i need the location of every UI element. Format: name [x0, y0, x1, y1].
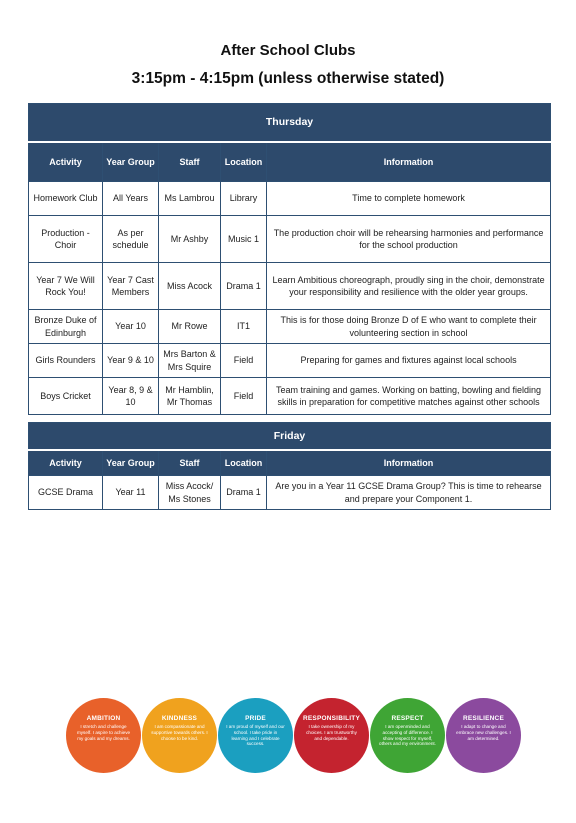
- staff-cell: Mrs Barton & Mrs Squire: [159, 344, 221, 378]
- year-cell: Year 8, 9 & 10: [103, 378, 159, 415]
- location-cell: Field: [221, 378, 267, 415]
- column-header: Activity: [29, 142, 103, 182]
- value-text: I am proud of myself and our school. I take pride in learning and I celebrate success.: [226, 724, 285, 747]
- friday-table: [28, 422, 551, 510]
- column-header: Year Group: [103, 450, 159, 476]
- value-text: I adapt to change and embrace new challenges. I am determined.: [456, 724, 511, 741]
- column-header: Activity: [29, 450, 103, 476]
- table-row: [29, 216, 551, 263]
- activity-cell: Homework Club: [29, 182, 103, 216]
- location-cell: Drama 1: [221, 263, 267, 310]
- location-cell: Drama 1: [221, 476, 267, 510]
- column-header: Year Group: [103, 142, 159, 182]
- value-text: I am openminded and accepting of difference. I show respect for myself, others and my environment.: [379, 724, 436, 747]
- year-cell: All Years: [103, 182, 159, 216]
- value-pride: [218, 698, 293, 773]
- day-heading: Friday: [29, 423, 551, 451]
- day-heading: Thursday: [29, 104, 551, 143]
- activity-cell: Bronze Duke of Edinburgh: [29, 310, 103, 344]
- year-cell: Year 7 Cast Members: [103, 263, 159, 310]
- school-values: [66, 698, 520, 778]
- value-ambition: [66, 698, 141, 773]
- activity-cell: Girls Rounders: [29, 344, 103, 378]
- info-cell: Preparing for games and fixtures against local schools: [267, 344, 551, 378]
- column-header: Staff: [159, 142, 221, 182]
- table-row: [29, 476, 551, 510]
- value-text: I stretch and challenge myself. I aspire to achieve my goals and my dreams.: [76, 724, 131, 741]
- location-cell: Music 1: [221, 216, 267, 263]
- staff-cell: Miss Acock: [159, 263, 221, 310]
- location-cell: IT1: [221, 310, 267, 344]
- staff-cell: Mr Ashby: [159, 216, 221, 263]
- year-cell: As per schedule: [103, 216, 159, 263]
- activity-cell: Year 7 We Will Rock You!: [29, 263, 103, 310]
- value-kindness: [142, 698, 217, 773]
- value-title: KINDNESS: [161, 715, 198, 722]
- location-cell: Library: [221, 182, 267, 216]
- activity-cell: Boys Cricket: [29, 378, 103, 415]
- info-cell: Team training and games. Working on batting, bowling and fielding skills in preparation for competitive matches against other schools: [267, 378, 551, 415]
- thursday-table: [28, 103, 551, 415]
- column-header: Staff: [159, 450, 221, 476]
- activity-cell: Production - Choir: [29, 216, 103, 263]
- table-row: [29, 310, 551, 344]
- table-row: [29, 182, 551, 216]
- staff-cell: Mr Rowe: [159, 310, 221, 344]
- year-cell: Year 10: [103, 310, 159, 344]
- info-cell: The production choir will be rehearsing harmonies and performance for the school production: [267, 216, 551, 263]
- table-row: [29, 263, 551, 310]
- column-header: Location: [221, 142, 267, 182]
- info-cell: This is for those doing Bronze D of E who want to complete their volunteering section in school: [267, 310, 551, 344]
- page-subtitle: 3:15pm - 4:15pm (unless otherwise stated): [131, 70, 445, 87]
- value-resilience: [446, 698, 521, 773]
- column-header: Location: [221, 450, 267, 476]
- staff-cell: Miss Acock/ Ms Stones: [159, 476, 221, 510]
- value-responsibility: [294, 698, 369, 773]
- info-cell: Are you in a Year 11 GCSE Drama Group? This is time to rehearse and prepare your Component 1.: [267, 476, 551, 510]
- value-respect: [370, 698, 445, 773]
- info-cell: Time to complete homework: [267, 182, 551, 216]
- page-title: After School Clubs: [220, 42, 356, 59]
- value-text: I take ownership of my choices. I am trustworthy and dependable.: [306, 724, 357, 741]
- column-header: Information: [267, 142, 551, 182]
- location-cell: Field: [221, 344, 267, 378]
- year-cell: Year 11: [103, 476, 159, 510]
- value-title: PRIDE: [245, 715, 266, 722]
- table-row: [29, 378, 551, 415]
- table-row: [29, 344, 551, 378]
- staff-cell: Ms Lambrou: [159, 182, 221, 216]
- value-title: RESPONSIBILITY: [303, 715, 360, 722]
- info-cell: Learn Ambitious choreograph, proudly sing in the choir, demonstrate your responsibility and resilience with the older year groups.: [267, 263, 551, 310]
- value-title: RESILIENCE: [462, 715, 504, 722]
- value-text: I am compassionate and supportive towards others. I choose to be kind.: [151, 724, 208, 741]
- value-title: AMBITION: [86, 715, 121, 722]
- column-header: Information: [267, 450, 551, 476]
- activity-cell: GCSE Drama: [29, 476, 103, 510]
- staff-cell: Mr Hamblin, Mr Thomas: [159, 378, 221, 415]
- year-cell: Year 9 & 10: [103, 344, 159, 378]
- value-title: RESPECT: [391, 715, 424, 722]
